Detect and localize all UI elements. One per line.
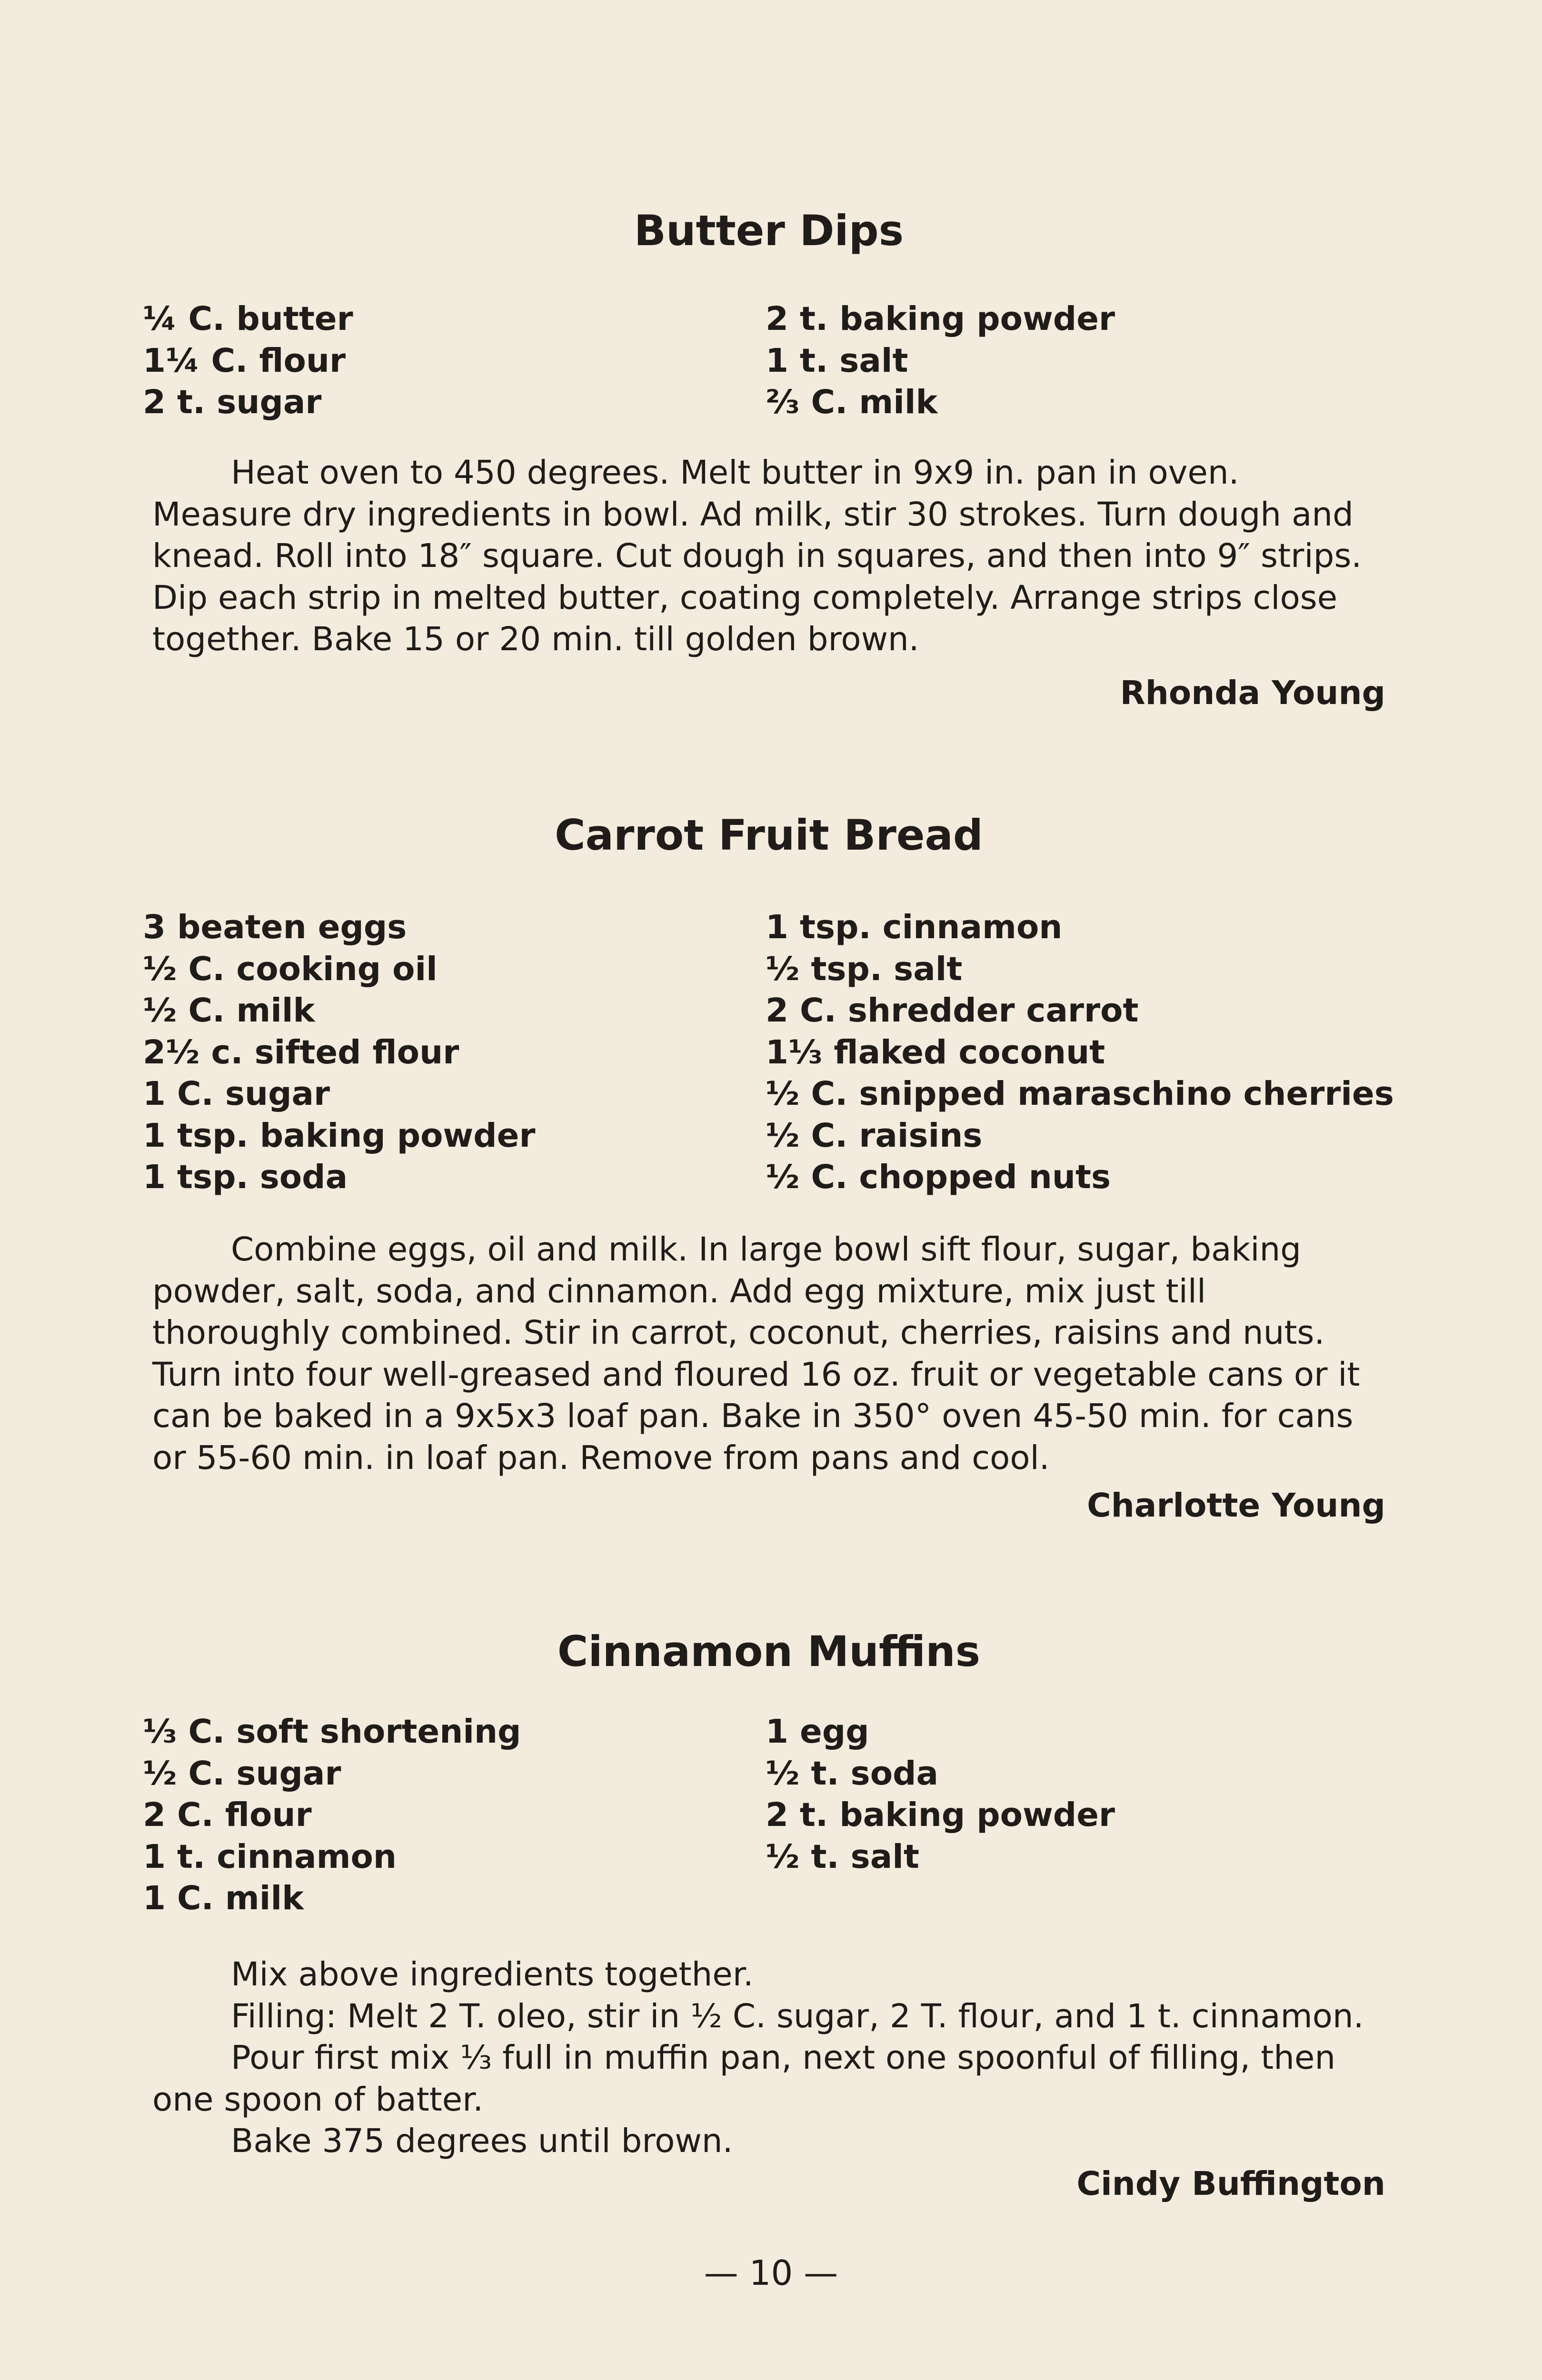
direction-paragraph: Combine eggs, oil and milk. In large bowl sift flour, sugar, baking powder, salt, soda, and cinnamon. Add egg mixture, mix just till thoroughly combined. Stir in carrot, coconut, cherries, raisins and nuts. Turn into four well-greased and floured 16 oz. fruit or vegetable cans or it can be baked in a 9x5x3 loaf pan. Bake in 350° oven 45-50 min. for cans or 55-60 min. in loaf pan. Remove from pans and cool. xyxy=(152,1230,1360,1477)
recipe-directions xyxy=(152,1229,1385,1479)
recipe-butter-dips xyxy=(143,205,1385,719)
recipe-title: Butter Dips xyxy=(634,206,904,255)
direction-paragraph: Bake 375 degrees until brown. xyxy=(231,2122,733,2160)
ingredient-column-right xyxy=(766,298,1115,424)
ingredient-item: 3 beaten eggs xyxy=(143,908,407,946)
recipe-author: Rhonda Young xyxy=(1120,674,1385,712)
ingredient-item: 1 tsp. baking powder xyxy=(143,1116,536,1155)
ingredient-item: 1 egg xyxy=(766,1713,869,1751)
recipe-title: Cinnamon Muffins xyxy=(557,1627,981,1676)
ingredient-item: ½ t. salt xyxy=(766,1837,919,1876)
ingredient-item: 2 t. baking powder xyxy=(766,300,1115,338)
ingredient-item: ½ tsp. salt xyxy=(766,950,963,988)
ingredient-column-left xyxy=(143,1711,521,1920)
recipe-title: Carrot Fruit Bread xyxy=(555,811,983,860)
ingredient-item: ⅓ C. soft shortening xyxy=(143,1713,521,1751)
ingredient-item: 1⅓ flaked coconut xyxy=(766,1033,1105,1071)
recipe-directions xyxy=(152,1954,1385,2162)
ingredient-item: ½ C. chopped nuts xyxy=(766,1158,1111,1196)
recipe-carrot-fruit-bread xyxy=(143,809,1394,1533)
ingredient-item: ½ C. sugar xyxy=(143,1754,341,1793)
ingredient-item: 2 C. flour xyxy=(143,1796,312,1834)
ingredient-item: 2 C. shredder carrot xyxy=(766,992,1139,1030)
ingredient-column-right xyxy=(766,907,1394,1199)
ingredient-item: 2½ c. sifted flour xyxy=(143,1033,459,1071)
direction-paragraph: Pour first mix ⅓ full in muffin pan, next one spoonful of filling, then one spoon of batter. xyxy=(152,2039,1336,2119)
recipe-author: Cindy Buffington xyxy=(1076,2165,1385,2203)
ingredient-column-right xyxy=(766,1711,1115,1878)
ingredient-item: 2 t. baking powder xyxy=(766,1796,1115,1834)
ingredient-item: 1 C. milk xyxy=(143,1879,304,1917)
ingredient-item: 2 t. sugar xyxy=(143,383,322,421)
recipe-author: Charlotte Young xyxy=(1087,1487,1385,1525)
ingredient-item: 1 tsp. cinnamon xyxy=(766,908,1063,946)
direction-paragraph: Mix above ingredients together. xyxy=(231,1955,754,1993)
ingredient-item: ¼ C. butter xyxy=(143,300,353,338)
ingredient-item: ½ C. snipped maraschino cherries xyxy=(766,1075,1394,1113)
direction-paragraph: Filling: Melt 2 T. oleo, stir in ½ C. sugar, 2 T. flour, and 1 t. cinnamon. xyxy=(231,1997,1364,2035)
ingredient-column-left xyxy=(143,298,353,424)
ingredient-item: 1 t. cinnamon xyxy=(143,1837,397,1876)
ingredient-item: 1 tsp. soda xyxy=(143,1158,348,1196)
ingredient-item: ⅔ C. milk xyxy=(766,383,938,421)
recipe-cinnamon-muffins xyxy=(143,1626,1385,2211)
ingredient-item: 1 t. salt xyxy=(766,341,908,380)
ingredient-item: 1¼ C. flour xyxy=(143,341,346,380)
direction-paragraph: Heat oven to 450 degrees. Melt butter in 9x9 in. pan in oven. Measure dry ingredients in bowl. Ad milk, stir 30 strokes. Turn dough and knead. Roll into 18″ square. Cut dough in squares, and then into 9″ strips. Dip each strip in melted butter, coating completely. Arrange strips close together. Bake 15 or 20 min. till golden brown. xyxy=(152,454,1362,658)
page-number: — 10 — xyxy=(704,2253,838,2293)
ingredient-item: ½ C. cooking oil xyxy=(143,950,438,988)
ingredient-item: ½ t. soda xyxy=(766,1754,939,1793)
ingredient-item: ½ C. raisins xyxy=(766,1116,983,1155)
recipe-directions xyxy=(152,452,1385,661)
ingredient-column-left xyxy=(143,907,536,1199)
ingredient-item: ½ C. milk xyxy=(143,992,315,1030)
ingredient-item: 1 C. sugar xyxy=(143,1075,330,1113)
